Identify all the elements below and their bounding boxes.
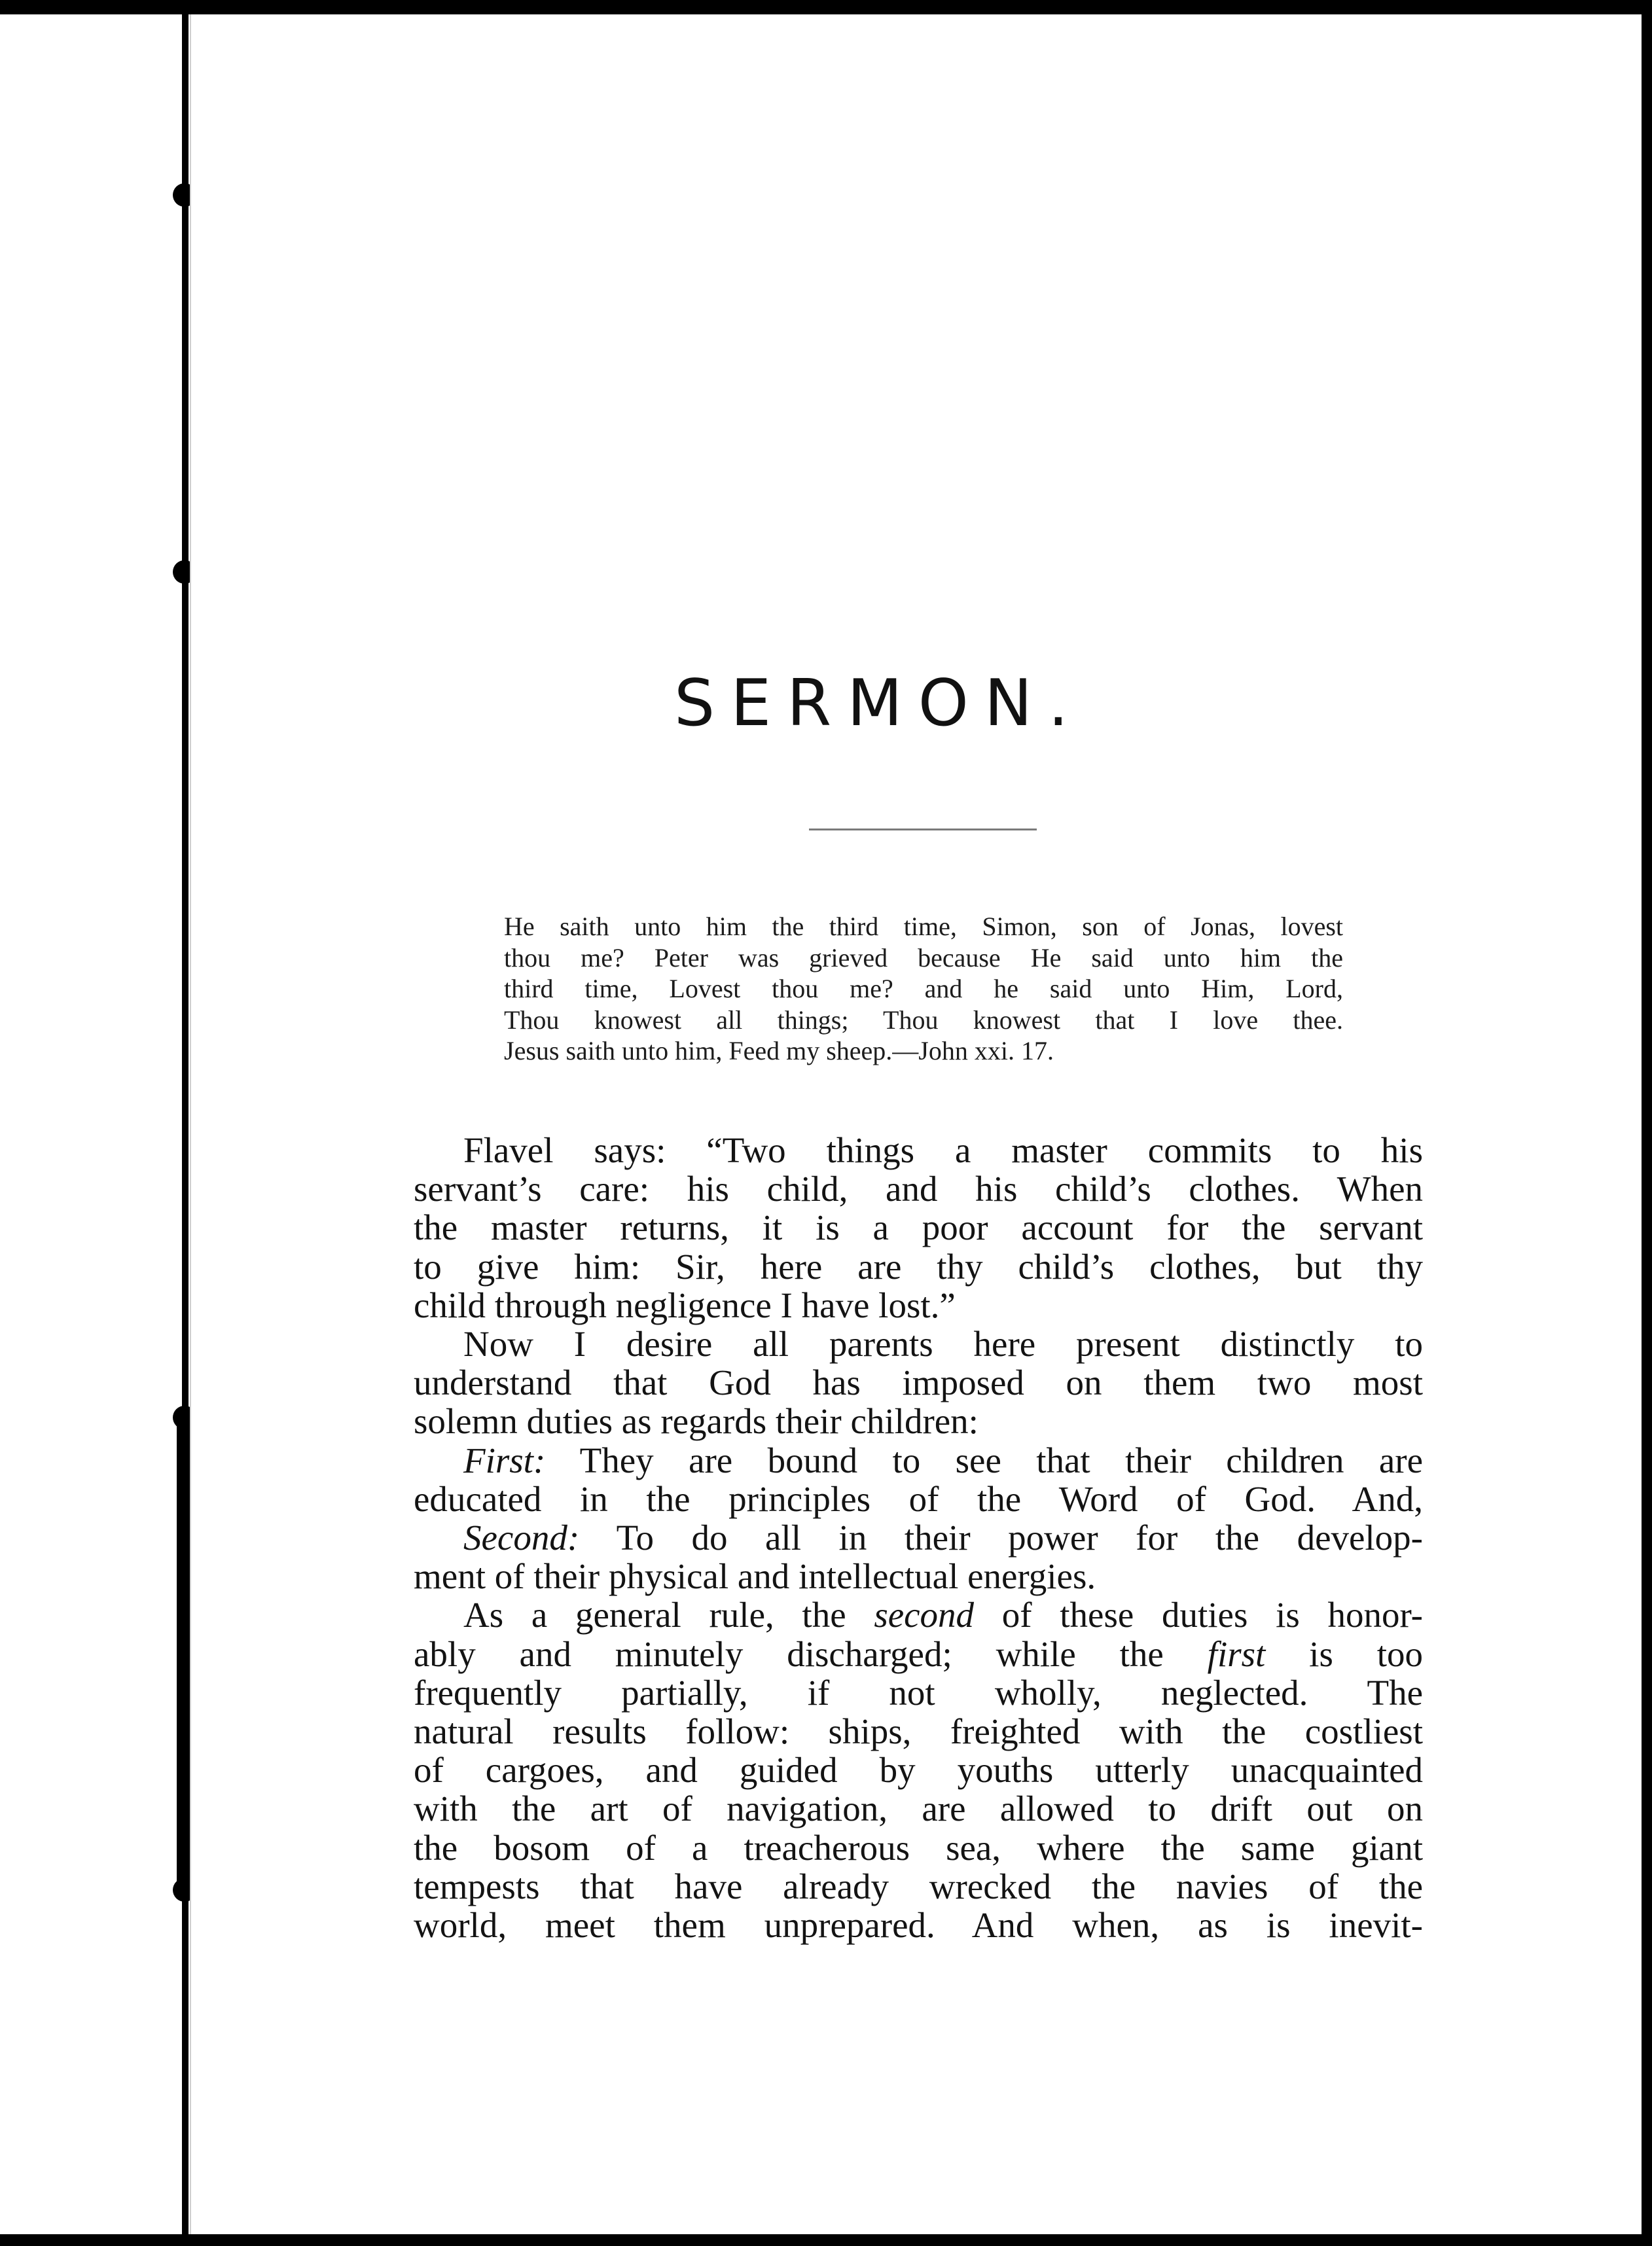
body-text-line: of cargoes, and guided by youths utterly unacquainted xyxy=(414,1750,1423,1791)
body-text-line: world, meet them unprepared. And when, as is inevit- xyxy=(414,1905,1423,1946)
body-text-line: with the art of navigation, are allowed to drift out on xyxy=(414,1789,1423,1829)
body-text-line: Now I desire all parents here present distinctly to xyxy=(463,1324,1423,1364)
body-text-line: First: They are bound to see that their children are xyxy=(463,1440,1423,1480)
title-divider-rule xyxy=(809,829,1037,830)
italic-label: Second: xyxy=(463,1518,580,1558)
body-text-line: the bosom of a treacherous sea, where the same giant xyxy=(414,1827,1423,1868)
italic-word: second xyxy=(874,1595,975,1635)
binding-spine-line xyxy=(182,0,189,2246)
italic-word: first xyxy=(1207,1633,1266,1674)
body-text-line: servant’s care: his child, and his child’s clothes. When xyxy=(414,1169,1423,1209)
body-text-line: understand that God has imposed on them two most xyxy=(414,1363,1423,1403)
italic-label: First: xyxy=(463,1440,546,1480)
sermon-body-text xyxy=(414,1131,1423,1944)
body-text-line: ably and minutely discharged; while the first is too xyxy=(414,1633,1424,1674)
body-text-line: ment of their physical and intellectual energies. xyxy=(414,1556,1096,1597)
body-text-line: child through negligence I have lost.” xyxy=(414,1285,956,1325)
scan-border-bottom xyxy=(0,2234,1652,2246)
body-text-line: Flavel says: “Two things a master commits to his xyxy=(463,1130,1423,1170)
body-text-line: educated in the principles of the Word of God. And, xyxy=(414,1478,1423,1519)
binding-margin xyxy=(0,0,190,2246)
body-text-line: to give him: Sir, here are thy child’s clothes, but thy xyxy=(414,1246,1423,1287)
body-text-line: As a general rule, the second of these duties is honor- xyxy=(463,1595,1423,1635)
epigraph-line: third time, Lovest thou me? and he said unto Him, Lord, xyxy=(504,974,1343,1003)
body-text-line: Second: To do all in their power for the develop- xyxy=(463,1518,1423,1558)
scripture-epigraph xyxy=(504,911,1343,1067)
body-text-line: the master returns, it is a poor account for the servant xyxy=(414,1207,1423,1248)
body-text-line: frequently partially, if not wholly, neglected. The xyxy=(414,1672,1423,1713)
page-title: SERMON. xyxy=(674,666,1085,741)
epigraph-line: Jesus saith unto him, Feed my sheep.—John xxi. 17. xyxy=(504,1036,1054,1065)
body-text-line: solemn duties as regards their children: xyxy=(414,1401,979,1442)
epigraph-line: thou me? Peter was grieved because He said unto him the xyxy=(504,942,1343,972)
body-text-line: tempests that have already wrecked the navies of the xyxy=(414,1866,1423,1906)
body-text-line: natural results follow: ships, freighted with the costliest xyxy=(414,1711,1423,1752)
scan-border-top xyxy=(0,0,1652,14)
epigraph-line: He saith unto him the third time, Simon, son of Jonas, lovest xyxy=(504,912,1343,941)
epigraph-line: Thou knowest all things; Thou knowest that I love thee. xyxy=(504,1005,1343,1035)
scan-border-right xyxy=(1642,0,1652,2246)
